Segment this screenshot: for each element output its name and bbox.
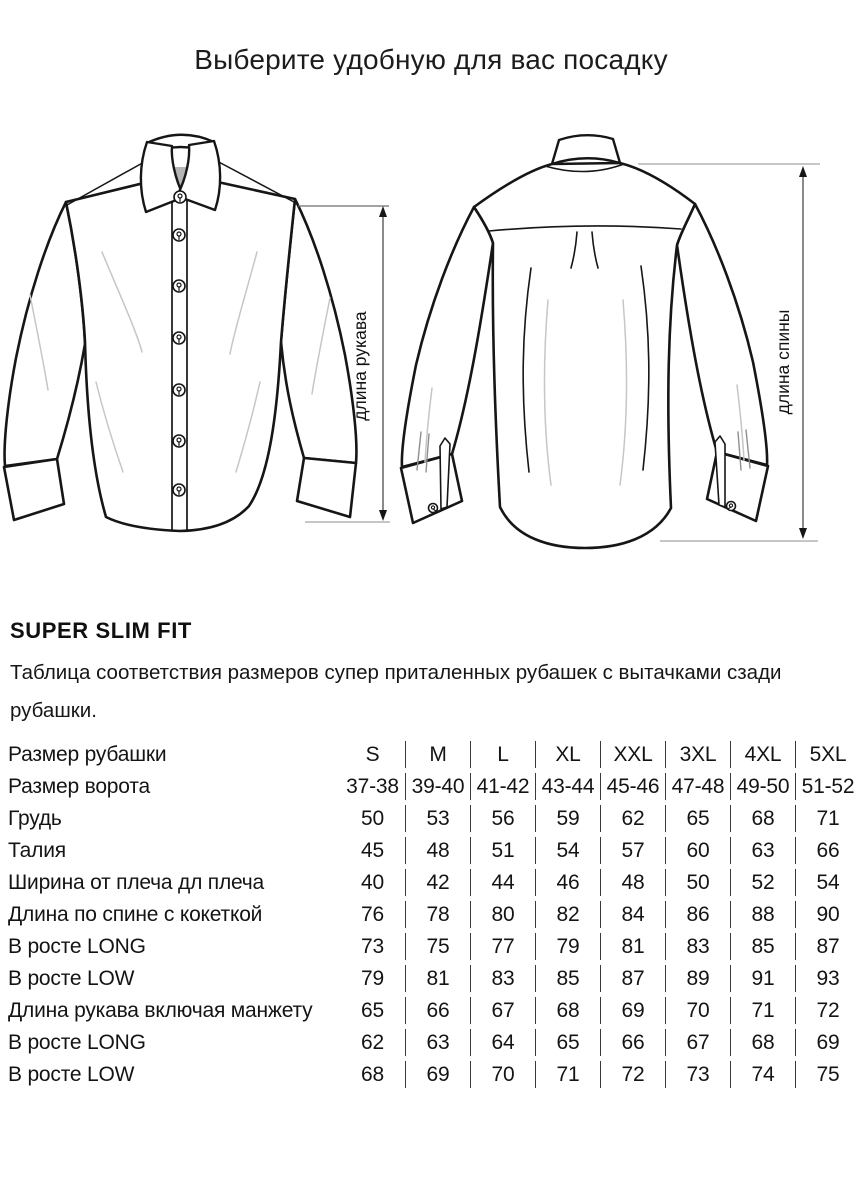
cell-value: 79 (361, 966, 384, 990)
cell-value: 37-38 (346, 774, 399, 798)
cell-value: 76 (361, 902, 384, 926)
cell-value: 85 (730, 933, 795, 960)
cell-value: 74 (730, 1061, 795, 1088)
cell-value: 69 (600, 997, 665, 1024)
cell-value: 75 (405, 933, 470, 960)
table-row (8, 773, 860, 800)
size-table (8, 736, 860, 1093)
cell-value: 70 (470, 1061, 535, 1088)
cell-value: 83 (470, 965, 535, 992)
cell-value: 87 (795, 933, 860, 960)
row-label: В росте LONG (8, 934, 146, 958)
cell-value: 52 (730, 869, 795, 896)
cell-value: 65 (535, 1029, 600, 1056)
cell-value: 62 (600, 805, 665, 832)
table-row (8, 741, 860, 768)
table-row (8, 805, 860, 832)
page-title: Выберите удобную для вас посадку (194, 44, 668, 75)
cell-value: 56 (470, 805, 535, 832)
table-row (8, 997, 860, 1024)
cell-value: 41-42 (470, 773, 535, 800)
cell-value: 73 (361, 934, 384, 958)
cell-value: 48 (600, 869, 665, 896)
cell-value: 71 (730, 997, 795, 1024)
cell-value: 48 (405, 837, 470, 864)
cell-value: 85 (535, 965, 600, 992)
cell-value: 66 (600, 1029, 665, 1056)
cell-value: 51-52 (795, 773, 860, 800)
cell-value: 66 (405, 997, 470, 1024)
cell-value: 5XL (795, 741, 860, 768)
cell-value: 68 (730, 805, 795, 832)
cell-value: 70 (665, 997, 730, 1024)
cell-value: 82 (535, 901, 600, 928)
fit-description: Таблица соответствия размеров супер приталенных рубашек с вытачками сзади рубашки. (10, 661, 782, 722)
cell-value: 84 (600, 901, 665, 928)
cell-value: 86 (665, 901, 730, 928)
cell-value: 63 (405, 1029, 470, 1056)
cell-value: 90 (795, 901, 860, 928)
cell-value: 68 (361, 1062, 384, 1086)
cell-value: 72 (795, 997, 860, 1024)
cell-value: 75 (795, 1061, 860, 1088)
row-label: Размер рубашки (8, 742, 167, 766)
cell-value: 45-46 (600, 773, 665, 800)
table-row (8, 837, 860, 864)
cell-value: 83 (665, 933, 730, 960)
cell-value: 89 (665, 965, 730, 992)
cell-value: 46 (535, 869, 600, 896)
cell-value: 59 (535, 805, 600, 832)
row-label: Ширина от плеча дл плеча (8, 870, 264, 894)
table-row (8, 965, 860, 992)
cell-value: 79 (535, 933, 600, 960)
cell-value: XXL (600, 741, 665, 768)
cell-value: 65 (361, 998, 384, 1022)
table-row (8, 901, 860, 928)
table-row (8, 1061, 860, 1088)
cell-value: 67 (665, 1029, 730, 1056)
table-row (8, 1029, 860, 1056)
table-row (8, 869, 860, 896)
table-row (8, 933, 860, 960)
cell-value: 62 (361, 1030, 384, 1054)
cell-value: 68 (730, 1029, 795, 1056)
cell-value: 47-48 (665, 773, 730, 800)
fit-heading: SUPER SLIM FIT (10, 618, 192, 643)
back-shirt-drawing (401, 135, 768, 548)
cell-value: 43-44 (535, 773, 600, 800)
cell-value: 81 (600, 933, 665, 960)
cell-value: 72 (600, 1061, 665, 1088)
row-label: Длина по спине с кокеткой (8, 902, 263, 926)
cell-value: 50 (361, 806, 384, 830)
cell-value: S (365, 742, 380, 766)
row-label: Длина рукава включая манжету (8, 998, 313, 1022)
cell-value: 81 (405, 965, 470, 992)
cell-value: 73 (665, 1061, 730, 1088)
shirt-diagram (0, 96, 862, 616)
cell-value: L (470, 741, 535, 768)
cell-value: 71 (795, 805, 860, 832)
cell-value: 44 (470, 869, 535, 896)
cell-value: 45 (361, 838, 384, 862)
sleeve-length-label: длина рукава (350, 311, 370, 421)
cell-value: 63 (730, 837, 795, 864)
row-label: Размер ворота (8, 774, 150, 798)
cell-value: 91 (730, 965, 795, 992)
row-label: В росте LOW (8, 1062, 135, 1086)
cell-value: 53 (405, 805, 470, 832)
cell-value: 39-40 (405, 773, 470, 800)
cell-value: 93 (795, 965, 860, 992)
cell-value: 40 (361, 870, 384, 894)
cell-value: 49-50 (730, 773, 795, 800)
back-length-label: длина спины (773, 309, 793, 415)
cell-value: 42 (405, 869, 470, 896)
cell-value: 54 (535, 837, 600, 864)
cell-value: 60 (665, 837, 730, 864)
cell-value: 80 (470, 901, 535, 928)
cell-value: 51 (470, 837, 535, 864)
cell-value: 65 (665, 805, 730, 832)
cell-value: 77 (470, 933, 535, 960)
cell-value: 67 (470, 997, 535, 1024)
front-shirt-drawing (4, 135, 356, 531)
row-label: В росте LOW (8, 966, 135, 990)
cell-value: 69 (795, 1029, 860, 1056)
cell-value: 68 (535, 997, 600, 1024)
cell-value: 69 (405, 1061, 470, 1088)
cell-value: 54 (795, 869, 860, 896)
cell-value: XL (535, 741, 600, 768)
cell-value: 64 (470, 1029, 535, 1056)
cell-value: 3XL (665, 741, 730, 768)
cell-value: 50 (665, 869, 730, 896)
row-label: Талия (8, 838, 66, 862)
cell-value: 57 (600, 837, 665, 864)
row-label: Грудь (8, 806, 62, 830)
cell-value: 66 (795, 837, 860, 864)
row-label: В росте LONG (8, 1030, 146, 1054)
cell-value: 71 (535, 1061, 600, 1088)
cell-value: 78 (405, 901, 470, 928)
cell-value: 87 (600, 965, 665, 992)
size-table-body (8, 741, 860, 1088)
cell-value: 88 (730, 901, 795, 928)
cell-value: M (405, 741, 470, 768)
cell-value: 4XL (730, 741, 795, 768)
